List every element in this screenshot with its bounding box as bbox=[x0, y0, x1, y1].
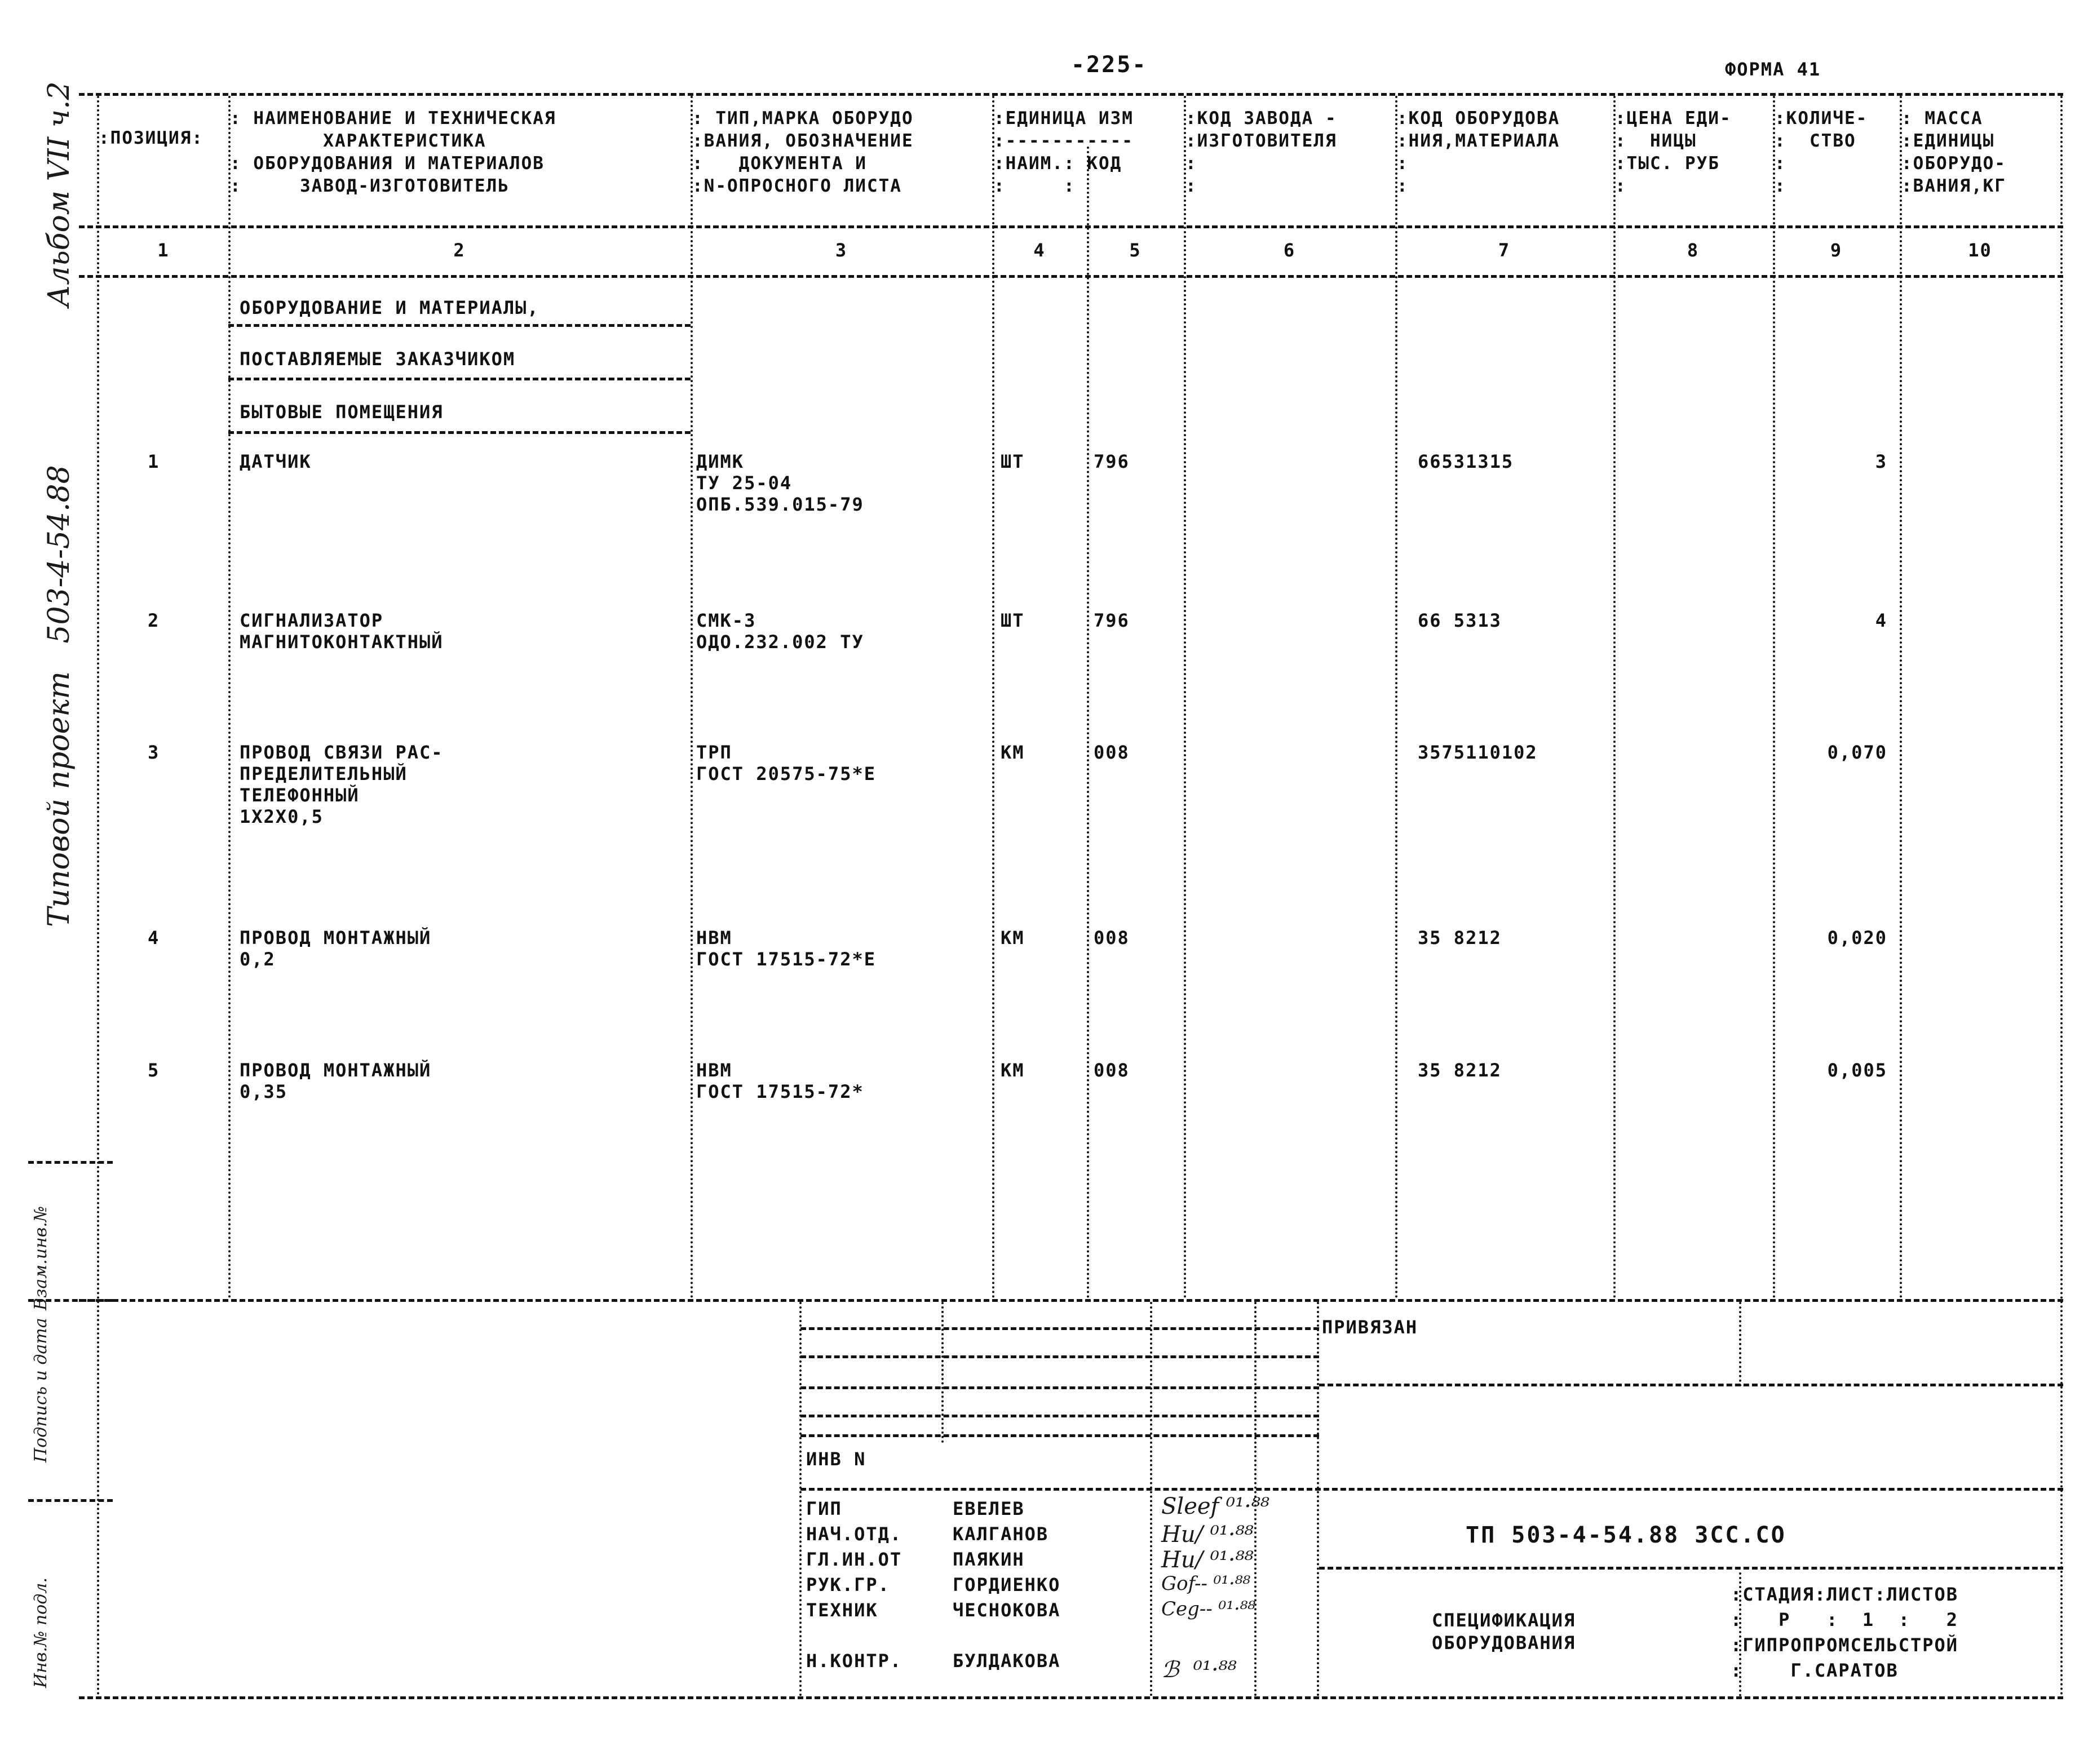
row-2-unit-code: 796 bbox=[1094, 610, 1130, 631]
row-4-name: ПРОВОД МОНТАЖНЫЙ 0,2 bbox=[240, 927, 432, 970]
side-cell-replacement: Взам.инв.№ bbox=[31, 1205, 51, 1310]
col-number-7: 7 bbox=[1498, 240, 1511, 261]
col-line-9 bbox=[1900, 96, 1902, 1299]
col-number-5: 5 bbox=[1129, 240, 1142, 261]
row-1-type: ДИМК ТУ 25-04 ОПБ.539.015-79 bbox=[696, 451, 864, 515]
col-number-8: 8 bbox=[1687, 240, 1700, 261]
row-5-name: ПРОВОД МОНТАЖНЫЙ 0,35 bbox=[240, 1060, 432, 1102]
row-2-type: СМК-3 ОДО.232.002 ТУ bbox=[696, 610, 864, 653]
header-material-code: :КОД ОБОРУДОВА :НИЯ,МАТЕРИАЛА : : bbox=[1397, 108, 1560, 196]
row-2-name: СИГНАЛИЗАТОР МАГНИТОКОНТАКТНЫЙ bbox=[240, 610, 444, 653]
col-number-1: 1 bbox=[157, 240, 170, 261]
tb-names: ЕВЕЛЕВ КАЛГАНОВ ПАЯКИН ГОРДИЕНКО ЧЕСНОКОВА БУЛДАКОВА bbox=[953, 1498, 1061, 1672]
tb-rule-8 bbox=[1319, 1567, 2063, 1570]
tb-col-line-4 bbox=[1317, 1302, 1319, 1696]
col-number-10: 10 bbox=[1968, 240, 1992, 261]
row-4-unit: КМ bbox=[1001, 927, 1025, 949]
row-5-type: НВМ ГОСТ 17515-72* bbox=[696, 1060, 864, 1102]
side-cell-inventory: Инв.№ подл. bbox=[31, 1577, 51, 1688]
section-line-3: БЫТОВЫЕ ПОМЕЩЕНИЯ bbox=[240, 401, 444, 423]
page-number: -225- bbox=[1071, 52, 1148, 78]
header-type: : ТИП,МАРКА ОБОРУДО :ВАНИЯ, ОБОЗНАЧЕНИЕ : ДОКУМЕНТА И :N-ОПРОСНОГО ЛИСТА bbox=[692, 108, 914, 196]
col-number-9: 9 bbox=[1830, 240, 1843, 261]
tb-privyazan: ПРИВЯЗАН bbox=[1322, 1317, 1418, 1338]
rule-side-1 bbox=[28, 1161, 113, 1164]
row-3-type: ТРП ГОСТ 20575-75*Е bbox=[696, 742, 876, 785]
col-number-4: 4 bbox=[1033, 240, 1046, 261]
row-2-quantity: 4 bbox=[1875, 610, 1887, 631]
signature-6-icon: ℬ ⁰¹·⁸⁸ bbox=[1161, 1657, 1237, 1683]
section-line-1: ОБОРУДОВАНИЕ И МАТЕРИАЛЫ, bbox=[240, 297, 539, 318]
col-number-3: 3 bbox=[835, 240, 848, 261]
row-1-quantity: 3 bbox=[1875, 451, 1887, 472]
col-line-3 bbox=[992, 96, 994, 1299]
rule-section-2 bbox=[228, 378, 691, 380]
row-1-unit-code: 796 bbox=[1094, 451, 1130, 472]
tb-rule-4 bbox=[800, 1415, 1319, 1417]
row-4-quantity: 0,020 bbox=[1827, 927, 1887, 949]
row-3-material-code: 3575110102 bbox=[1418, 742, 1538, 763]
header-mass: : МАССА :ЕДИНИЦЫ :ОБОРУДО- :ВАНИЯ,КГ bbox=[1901, 108, 2006, 196]
row-1-material-code: 66531315 bbox=[1418, 451, 1514, 472]
tb-roles: ГИП НАЧ.ОТД. ГЛ.ИН.ОТ РУК.ГР. ТЕХНИК Н.КОНТР. bbox=[806, 1498, 902, 1672]
rule-colnum-bottom bbox=[79, 275, 2063, 278]
row-3-unit: КМ bbox=[1001, 742, 1025, 763]
tb-city: : Г.САРАТОВ bbox=[1731, 1660, 1899, 1681]
form-label: ФОРМА 41 bbox=[1725, 59, 1821, 80]
tb-rule-5 bbox=[800, 1434, 1319, 1437]
col-line-2 bbox=[691, 96, 693, 1299]
row-2-position: 2 bbox=[148, 610, 160, 631]
section-line-2: ПОСТАВЛЯЕМЫЕ ЗАКАЗЧИКОМ bbox=[240, 348, 516, 370]
row-3-unit-code: 008 bbox=[1094, 742, 1130, 763]
row-3-name: ПРОВОД СВЯЗИ РАС- ПРЕДЕЛИТЕЛЬНЫЙ ТЕЛЕФОННЫЙ 1Х2Х0,5 bbox=[240, 742, 444, 827]
col-line-7 bbox=[1613, 96, 1616, 1299]
side-album-label: Альбом VII ч.2 bbox=[42, 81, 76, 307]
col-number-2: 2 bbox=[453, 240, 466, 261]
row-1-position: 1 bbox=[148, 451, 160, 472]
col-line-0 bbox=[97, 96, 99, 1696]
tb-rule-1 bbox=[800, 1327, 1319, 1330]
row-4-material-code: 35 8212 bbox=[1418, 927, 1502, 949]
tb-stage-header: :СТАДИЯ:ЛИСТ:ЛИСТОВ bbox=[1731, 1584, 1959, 1605]
tb-col-line-5 bbox=[1739, 1302, 1741, 1386]
tb-rule-2 bbox=[800, 1355, 1319, 1358]
tb-inv-number: ИНВ N bbox=[806, 1448, 866, 1470]
col-line-6 bbox=[1395, 96, 1397, 1299]
side-cell-signature: Подпись и дата bbox=[31, 1318, 51, 1462]
signature-2-icon: Hu/ ⁰¹·⁸⁸ bbox=[1161, 1522, 1254, 1548]
col-number-6: 6 bbox=[1283, 240, 1296, 261]
signature-4-icon: Gof-- ⁰¹·⁸⁸ bbox=[1161, 1572, 1251, 1595]
rule-section-1 bbox=[228, 324, 691, 327]
tb-col-line-0 bbox=[799, 1302, 802, 1696]
header-name: : НАИМЕНОВАНИЕ И ТЕХНИЧЕСКАЯ ХАРАКТЕРИСТИКА : ОБОРУДОВАНИЯ И МАТЕРИАЛОВ : ЗАВОД-ИЗГОТОВИТЕЛЬ bbox=[230, 108, 556, 196]
row-5-unit-code: 008 bbox=[1094, 1060, 1130, 1081]
row-4-type: НВМ ГОСТ 17515-72*Е bbox=[696, 927, 876, 970]
tb-rule-6 bbox=[800, 1488, 2063, 1491]
rule-top bbox=[79, 93, 2063, 96]
row-3-position: 3 bbox=[148, 742, 160, 763]
rule-header-bottom bbox=[79, 225, 2063, 228]
tb-col-line-2 bbox=[1150, 1302, 1152, 1696]
row-2-unit: ШТ bbox=[1001, 610, 1025, 631]
header-quantity: :КОЛИЧЕ- : СТВО : : bbox=[1775, 108, 1868, 196]
rule-section-3 bbox=[228, 431, 691, 434]
side-project-label: Типовой проект 503-4-54.88 bbox=[42, 465, 76, 927]
tb-org: :ГИПРОПРОМСЕЛЬСТРОЙ bbox=[1731, 1634, 1959, 1656]
tb-stage-values: : Р : 1 : 2 bbox=[1731, 1609, 1959, 1630]
signature-1-icon: Sleef ⁰¹·⁸⁸ bbox=[1161, 1493, 1269, 1519]
col-line-1 bbox=[228, 96, 231, 1299]
row-5-quantity: 0,005 bbox=[1827, 1060, 1887, 1081]
col-line-5 bbox=[1184, 96, 1186, 1299]
col-line-8 bbox=[1773, 96, 1775, 1299]
rule-side-2 bbox=[28, 1299, 113, 1302]
header-unit: :ЕДИНИЦА ИЗМ :----------- :НАИМ.: КОД : : bbox=[994, 108, 1134, 196]
header-price: :ЦЕНА ЕДИ- : НИЦЫ :ТЫС. РУБ : bbox=[1615, 108, 1732, 196]
row-5-material-code: 35 8212 bbox=[1418, 1060, 1502, 1081]
rule-titleblock-top bbox=[79, 1299, 2063, 1302]
row-2-material-code: 66 5313 bbox=[1418, 610, 1502, 631]
row-5-position: 5 bbox=[148, 1060, 160, 1081]
row-4-unit-code: 008 bbox=[1094, 927, 1130, 949]
row-4-position: 4 bbox=[148, 927, 160, 949]
tb-doc-code: ТП 503-4-54.88 ЗСС.СО bbox=[1466, 1522, 1786, 1548]
row-5-unit: КМ bbox=[1001, 1060, 1025, 1081]
signature-3-icon: Hu/ ⁰¹·⁸⁸ bbox=[1161, 1547, 1254, 1573]
rule-bottom bbox=[79, 1696, 2063, 1699]
row-3-quantity: 0,070 bbox=[1827, 742, 1887, 763]
signature-5-icon: Ceg-- ⁰¹·⁸⁸ bbox=[1161, 1598, 1256, 1620]
header-factory-code: :КОД ЗАВОДА - :ИЗГОТОВИТЕЛЯ : : bbox=[1185, 108, 1337, 196]
tb-col-line-1 bbox=[941, 1302, 944, 1443]
row-1-unit: ШТ bbox=[1001, 451, 1025, 472]
tb-rule-3 bbox=[800, 1386, 1319, 1389]
header-position: :ПОЗИЦИЯ: bbox=[99, 128, 203, 148]
tb-doc-title: СПЕЦИФИКАЦИЯ ОБОРУДОВАНИЯ bbox=[1432, 1610, 1576, 1654]
rule-side-3 bbox=[28, 1499, 113, 1502]
row-1-name: ДАТЧИК bbox=[240, 451, 312, 472]
col-line-10 bbox=[2060, 96, 2063, 1696]
col-line-4 bbox=[1087, 147, 1089, 1299]
tb-rule-7 bbox=[1319, 1384, 2063, 1386]
